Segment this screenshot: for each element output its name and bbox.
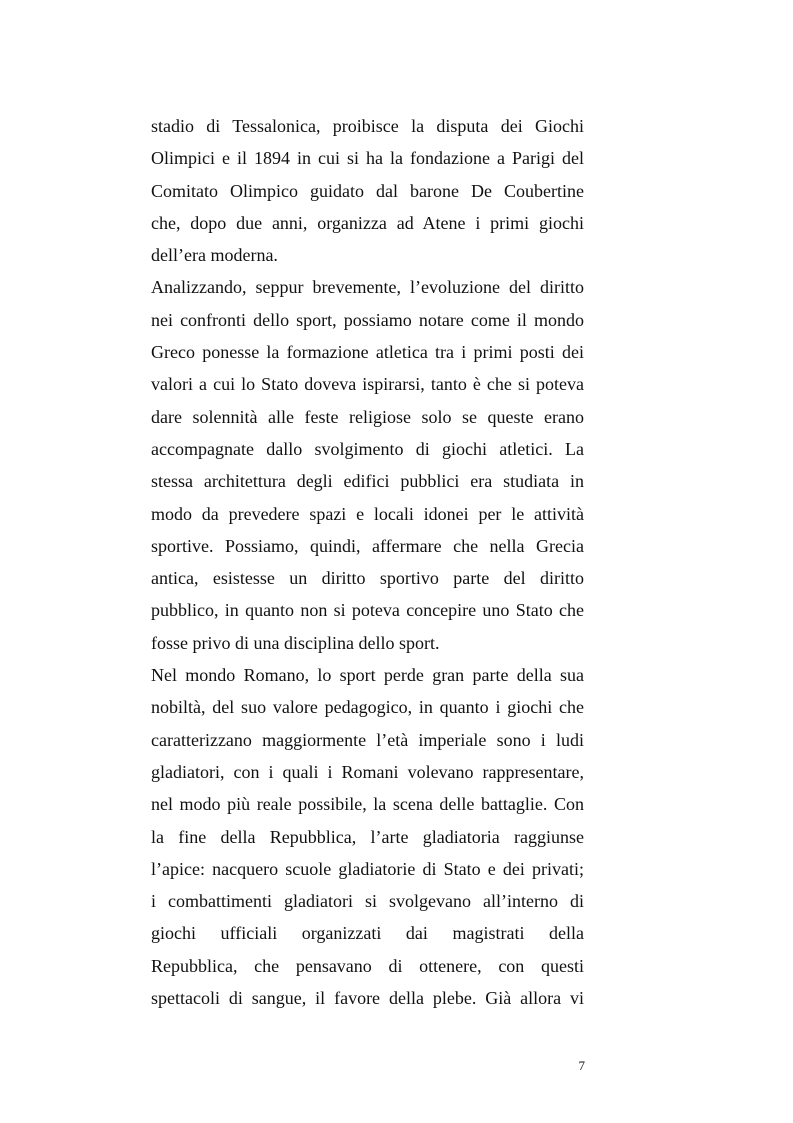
- paragraph: [151, 271, 584, 659]
- text-line: i combattimenti gladiatori si svolgevano all’interno di: [151, 891, 584, 912]
- text-line: Comitato Olimpico guidato dal barone De Coubertine: [151, 180, 584, 201]
- text-line: Olimpici e il 1894 in cui si ha la fondazione a Parigi del: [151, 148, 584, 169]
- text-line: caratterizzano maggiormente l’età imperiale sono i ludi: [151, 729, 584, 750]
- text-line: Greco ponesse la formazione atletica tra i primi posti dei: [151, 342, 584, 363]
- paragraph: [151, 110, 584, 271]
- text-line: che, dopo due anni, organizza ad Atene i primi giochi: [151, 212, 584, 233]
- text-line: dare solennità alle feste religiose solo se queste erano: [151, 406, 584, 427]
- text-line: Analizzando, seppur brevemente, l’evoluzione del diritto: [151, 277, 584, 298]
- text-line: nel modo più reale possibile, la scena delle battaglie. Con: [151, 794, 584, 815]
- text-line: nobiltà, del suo valore pedagogico, in quanto i giochi che: [151, 697, 584, 718]
- page-number: 7: [578, 1058, 585, 1073]
- text-line: antica, esistesse un diritto sportivo parte del diritto: [151, 568, 584, 589]
- text-line: stadio di Tessalonica, proibisce la disputa dei Giochi: [151, 116, 584, 136]
- text-line: valori a cui lo Stato doveva ispirarsi, tanto è che si poteva: [151, 374, 584, 395]
- text-line: gladiatori, con i quali i Romani volevano rappresentare,: [151, 761, 584, 782]
- text-line: giochi ufficiali organizzati dai magistrati della: [151, 923, 584, 944]
- text-line: la fine della Repubblica, l’arte gladiatoria raggiunse: [151, 826, 584, 847]
- text-line: l’apice: nacquero scuole gladiatorie di Stato e dei privati;: [151, 858, 584, 879]
- text-line: spettacoli di sangue, il favore della plebe. Già allora vi: [151, 988, 584, 1009]
- text-line: Repubblica, che pensavano di ottenere, con questi: [151, 955, 584, 976]
- paragraph: [151, 659, 584, 1014]
- text-line: dell’era moderna.: [151, 245, 278, 266]
- body-text: [151, 110, 584, 1014]
- text-line: pubblico, in quanto non si poteva concepire uno Stato che: [151, 600, 584, 621]
- text-line: accompagnate dallo svolgimento di giochi atletici. La: [151, 438, 584, 459]
- text-line: stessa architettura degli edifici pubblici era studiata in: [151, 471, 584, 492]
- text-line: modo da prevedere spazi e locali idonei per le attività: [151, 503, 584, 524]
- text-line: nei confronti dello sport, possiamo notare come il mondo: [151, 309, 584, 330]
- text-line: Nel mondo Romano, lo sport perde gran parte della sua: [151, 665, 584, 686]
- text-line: sportive. Possiamo, quindi, affermare che nella Grecia: [151, 535, 584, 556]
- text-line: fosse privo di una disciplina dello sport.: [151, 632, 440, 653]
